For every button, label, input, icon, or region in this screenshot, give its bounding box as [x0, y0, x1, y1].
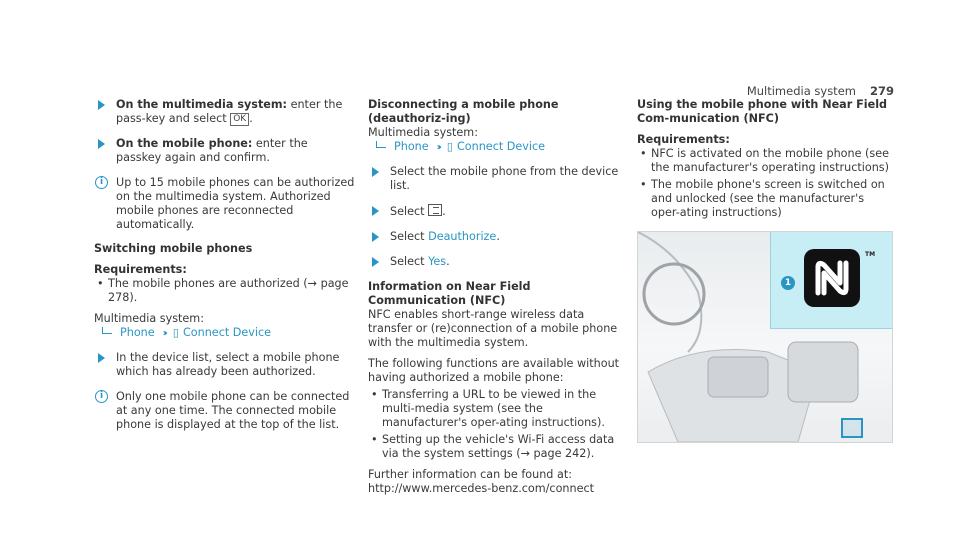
step-label: On the multimedia system:: [116, 98, 288, 111]
step-arrow-icon: [372, 206, 379, 216]
note-text: Up to 15 mobile phones can be authorized on the multimedia system. Authorized mobile phones are reconnected automatically.: [116, 176, 355, 231]
ok-key-icon: OK: [230, 113, 249, 126]
info-icon: i: [95, 176, 108, 189]
path-turn-icon: [376, 141, 386, 148]
section-title: Multimedia system: [746, 84, 856, 98]
step-text: enter the pass-key and select: [116, 98, 343, 125]
switching-heading: Switching mobile phones: [94, 242, 253, 255]
path-connect-device: Connect Device: [182, 326, 272, 339]
requirement-item: [637, 178, 893, 220]
multimedia-label: Multimedia system:: [94, 312, 204, 325]
note-one-phone: [94, 390, 356, 432]
step-select-phone: [94, 351, 356, 379]
step-arrow-icon: [372, 232, 379, 242]
column-3: [637, 98, 893, 223]
nfc-location-marker: [841, 418, 863, 438]
nfc-logo-icon: [804, 249, 860, 307]
step-text: Select the mobile phone from the device list.: [390, 165, 619, 192]
callout-number: 1: [781, 276, 795, 290]
deauthorize-heading: Disconnecting a mobile phone (deauthoriz-ing): [368, 98, 559, 125]
menu-path: [94, 326, 356, 341]
nfc-paragraph-1: NFC enables short-range wireless data transfer or (re)connection of a mobile phone with the multimedia system.: [368, 308, 618, 349]
nfc-paragraph-2: The following functions are available without having authorized a mobile phone:: [368, 357, 620, 384]
chevron-right-icon: ››: [436, 142, 439, 153]
requirements-label: Requirements:: [637, 133, 730, 146]
step-yes: Select Yes.: [368, 255, 630, 269]
bullet-dot: •: [97, 277, 104, 290]
bullet-dot: •: [371, 433, 378, 446]
multimedia-label: Multimedia system:: [368, 126, 478, 139]
chevron-right-icon: ››: [162, 328, 165, 339]
note-text: Only one mobile phone can be connected at any one time. The connected mobile phone is displayed at the top of the list.: [116, 390, 350, 431]
step-arrow-icon: [98, 353, 105, 363]
requirement-item: [637, 147, 893, 175]
bullet-dot: •: [640, 147, 647, 160]
nfc-logo-inset: [770, 232, 893, 329]
page-number: 279: [869, 84, 894, 98]
step-select-device: [368, 165, 630, 193]
requirements-label: Requirements:: [94, 263, 187, 276]
running-header: [747, 84, 894, 98]
phone-icon: ▯: [172, 326, 179, 339]
step-deauthorize: Select Deauthorize.: [368, 230, 630, 244]
note-authorized-phones: [94, 176, 356, 232]
step-text: In the device list, select a mobile phone which has already been authorized.: [116, 351, 340, 378]
info-icon: i: [95, 390, 108, 403]
step-text: Select: [390, 205, 425, 218]
options-menu-icon: [428, 204, 442, 216]
requirement-text: The mobile phones are authorized (→ page 278).: [108, 277, 349, 304]
step-text: Select: [390, 255, 425, 268]
bullet-dot: •: [371, 388, 378, 401]
path-connect-device: Connect Device: [456, 140, 546, 153]
step-text: enter the passkey again and confirm.: [116, 137, 308, 164]
nfc-symbol-icon: [804, 249, 860, 307]
menu-path: [368, 140, 630, 155]
step-arrow-icon: [98, 100, 105, 110]
path-phone: Phone: [394, 140, 429, 153]
step-confirm-phone: [94, 137, 356, 165]
function-text: Transferring a URL to be viewed in the multi-media system (see the manufacturer's oper-ating instructions).: [382, 388, 605, 429]
nfc-info-heading: Information on Near Field Communication (NFC): [368, 280, 531, 307]
using-nfc-heading: Using the mobile phone with Near Field Com-munication (NFC): [637, 98, 888, 125]
requirement-text: NFC is activated on the mobile phone (see the manufacturer's operating instructions): [651, 147, 890, 174]
step-label: On the mobile phone:: [116, 137, 253, 150]
step-text: Select: [390, 230, 425, 243]
deauthorize-option: Deauthorize: [428, 230, 497, 243]
further-info: Further information can be found at: http://www.mercedes-benz.com/connect: [368, 468, 595, 495]
column-2: [368, 98, 630, 496]
step-arrow-icon: [372, 167, 379, 177]
requirement-item: [94, 277, 356, 305]
phone-icon: ▯: [446, 140, 453, 153]
yes-option: Yes: [428, 255, 447, 268]
function-item-url: [368, 388, 630, 430]
function-item-wifi: [368, 433, 630, 461]
function-text: Setting up the vehicle's Wi-Fi access data via the system settings (→ page 242).: [382, 433, 615, 460]
step-enter-passkey: On the multimedia system: enter the pass-key and select OK .: [94, 98, 356, 126]
requirement-text: The mobile phone's screen is switched on and unlocked (see the manufacturer's oper-ating instructions): [651, 178, 885, 219]
column-1: [94, 98, 356, 442]
step-arrow-icon: [98, 139, 105, 149]
bullet-dot: •: [640, 178, 647, 191]
path-turn-icon: [102, 327, 112, 334]
vehicle-interior-figure: [637, 231, 893, 443]
step-arrow-icon: [372, 257, 379, 267]
step-select-menu: Select .: [368, 204, 630, 219]
trademark-label: TM: [865, 251, 876, 258]
path-phone: Phone: [120, 326, 155, 339]
